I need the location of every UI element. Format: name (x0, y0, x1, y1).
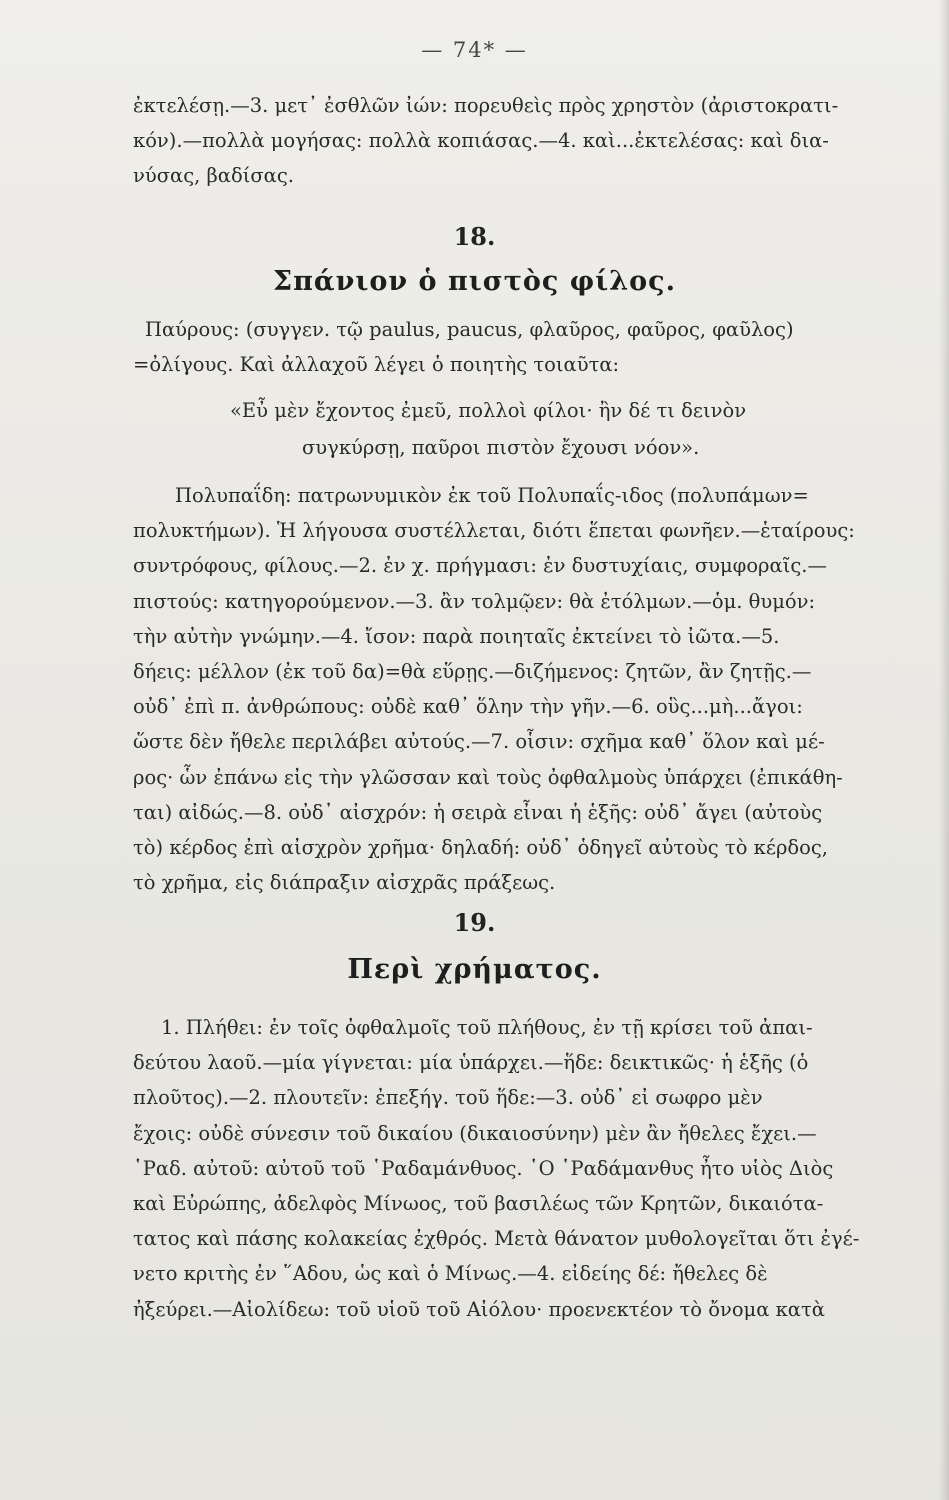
section-19-notes (133, 1010, 933, 1327)
text-line: δεύτου λαοῦ.—μία γίγνεται: μία ὑπάρχει.—ἥδε: δεικτικῶς· ἡ ἑξῆς (ὁ (133, 1051, 809, 1075)
text-line: νετο κριτὴς ἐν ῞Αδου, ὡς καὶ ὁ Μίνως.—4. εἰδείης δέ: ἤθελες δὲ (133, 1262, 768, 1286)
text-line: ἠξεύρει.—Αἰολίδεω: τοῦ υἱοῦ τοῦ Αἰόλου· προενεκτέον τὸ ὄνομα κατὰ (133, 1297, 825, 1321)
text-line: ὥστε δὲν ἤθελε περιλάβει αὐτούς.—7. οἷσιν: σχῆμα καθ᾽ ὅλον καὶ μέ- (133, 730, 825, 754)
section-18-number: 18. (453, 222, 496, 251)
text-line: πολυκτήμων). Ἡ λήγουσα συστέλλεται, διότι ἕπεται φωνῆεν.—ἑταίρους: (133, 519, 855, 543)
text-line: ἐκτελέσῃ.—3. μετ᾽ ἐσθλῶν ἰών: πορευθεὶς πρὸς χρηστὸν (ἀριστοκρατι- (133, 94, 839, 117)
text-line: νύσας, βαδίσας. (133, 164, 294, 188)
text-line: ρος· ὧν ἐπάνω εἰς τὴν γλῶσσαν καὶ τοὺς ὀφθαλμοὺς ὑπάρχει (ἐπικάθη- (133, 765, 843, 789)
text-line: ἔχοις: οὐδὲ σύνεσιν τοῦ δικαίου (δικαιοσύνην) μὲν ἂν ἤθελες ἔχει.— (133, 1121, 817, 1145)
text-line: 1. Πλήθει: ἐν τοῖς ὀφθαλμοῖς τοῦ πλήθους, ἐν τῇ κρίσει τοῦ ἀπαι- (161, 1016, 813, 1039)
text-line: Παύρους: (συγγεν. τῷ paulus, paucus, φλαῦρος, φαῦρος, φαῦλος) (145, 318, 794, 341)
text-line: τὸ χρῆμα, εἰς διάπραξιν αἰσχρᾶς πράξεως. (133, 871, 556, 895)
text-line: ται) αἰδώς.—8. οὐδ᾽ αἰσχρόν: ἡ σειρὰ εἶναι ἡ ἑξῆς: οὐδ᾽ ἄγει (αὐτοὺς (133, 800, 823, 824)
text-line: =ὀλίγους. Καὶ ἀλλαχοῦ λέγει ὁ ποιητὴς τοιαῦτα: (133, 353, 620, 377)
section-19-title: Περὶ χρήματος. (347, 954, 602, 985)
text-line: συντρόφους, φίλους.—2. ἐν χ. πρήγμασι: ἐν δυστυχίαις, συμφοραῖς.— (133, 554, 827, 578)
text-line: καὶ Εὐρώπης, ἀδελφὸς Μίνωος, τοῦ βασιλέως τῶν Κρητῶν, δικαιότα- (133, 1191, 824, 1215)
section-18-title: Σπάνιον ὁ πιστὸς φίλος. (272, 266, 676, 297)
text-line: τὸ) κέρδος ἐπὶ αἰσχρὸν χρῆμα· δηλαδή: οὐδ᾽ ὁδηγεῖ αὐτοὺς τὸ κέρδος, (133, 835, 829, 859)
text-line: δήεις: μέλλον (ἐκ τοῦ δα)=θὰ εὕρῃς.—διζήμενος: ζητῶν, ἂν ζητῇς.— (133, 659, 812, 683)
text-line: πλοῦτος).—2. πλουτεῖν: ἐπεξήγ. τοῦ ἥδε:—3. οὐδ᾽ εἰ σωφρο μὲν (133, 1086, 763, 1110)
text-line: ῾Ραδ. αὐτοῦ: αὐτοῦ τοῦ ῾Ραδαμάνθυος. ῾Ο ῾Ραδάμανθυς ἦτο υἱὸς Διὸς (133, 1156, 834, 1180)
section-19-number: 19. (453, 908, 496, 937)
text-line: τὴν αὐτὴν γνώμην.—4. ἴσον: παρὰ ποιηταῖς ἐκτείνει τὸ ἰῶτα.—5. (133, 624, 780, 648)
section-18-intro (133, 312, 945, 382)
text-line: τατος καὶ πάσης κολακείας ἐχθρός. Μετὰ θάνατον μυθολογεῖται ὅτι ἐγέ- (133, 1227, 860, 1251)
section-18-notes (133, 478, 933, 900)
text-line: πιστούς: κατηγορούμενον.—3. ἂν τολμῷεν: θὰ ἐτόλμων.—ὁμ. θυμόν: (133, 589, 816, 613)
section-18-quote (230, 392, 930, 466)
text-line: οὐδ᾽ ἐπὶ π. ἀνθρώπους: οὐδὲ καθ᾽ ὅλην τὴν γῆν.—6. οὓς...μὴ...ἄγοι: (133, 695, 803, 719)
top-notes-block (133, 88, 933, 194)
page-number: — 74* — (421, 38, 528, 62)
text-line: κόν).—πολλὰ μογήσας: πολλὰ κοπιάσας.—4. καὶ...ἐκτελέσας: καὶ δια- (133, 129, 829, 153)
quote-line: συγκύρσῃ, παῦροι πιστὸν ἔχουσι νόον». (302, 436, 700, 459)
text-line: Πολυπαΐδη: πατρωνυμικὸν ἐκ τοῦ Πολυπαΐς-ιδος (πολυπάμων= (175, 484, 809, 507)
quote-line: «Εὖ μὲν ἔχοντος ἐμεῦ, πολλοὶ φίλοι· ἢν δέ τι δεινὸν (230, 399, 747, 422)
